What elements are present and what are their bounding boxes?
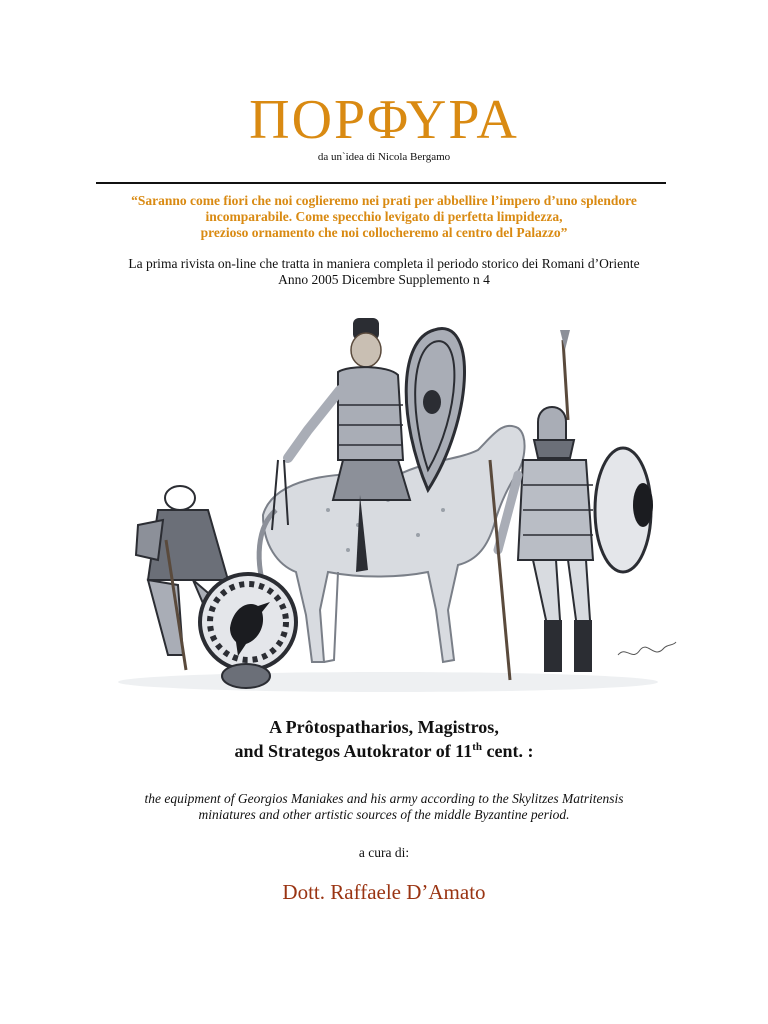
article-subtitle: [60, 791, 708, 823]
curated-by-label: a cura di:: [358, 845, 410, 860]
author-name: Dott. Raffaele D’Amato: [282, 880, 486, 904]
byzantine-soldiers-illustration: [98, 310, 680, 700]
horizontal-rule: [96, 182, 666, 184]
issue-line: Anno 2005 Dicembre Supplemento n 4: [278, 272, 490, 287]
round-shield: [200, 574, 296, 670]
article-title: [0, 715, 768, 763]
intro-line: La prima rivista on-line che tratta in maniera completa il periodo storico dei Romani d’Oriente: [128, 256, 640, 271]
title-line-2-suffix: cent. :: [481, 741, 534, 761]
epigraph-quote: [100, 193, 668, 241]
subtitle-line-1: the equipment of Georgios Maniakes and his army according to the Skylitzes Matritensis: [144, 791, 624, 806]
byline: da un`idea di Nicola Bergamo: [317, 151, 451, 163]
quote-line: “Saranno come fiori che noi coglieremo nei prati per abbellire l’impero d’uno splendore: [131, 193, 637, 208]
subtitle-line-2: miniatures and other artistic sources of the middle Byzantine period.: [198, 807, 570, 822]
title-line-2: [0, 739, 768, 763]
magazine-intro: [90, 256, 678, 288]
title-line-1: A Prôtospatharios, Magistros,: [269, 717, 499, 737]
quote-line: incomparabile. Come specchio levigato di perfetta limpidezza,: [205, 209, 563, 224]
title-line-2-text: and Strategos Autokrator of 11: [234, 741, 473, 761]
title-superscript: th: [472, 741, 482, 753]
quote-line: prezioso ornamento che noi collocheremo al centro del Palazzo”: [200, 225, 568, 240]
spearman-shield: [595, 448, 653, 572]
masthead-title: ΠΟΡΦΥΡΑ: [249, 89, 519, 151]
helmet-on-ground: [222, 664, 270, 688]
